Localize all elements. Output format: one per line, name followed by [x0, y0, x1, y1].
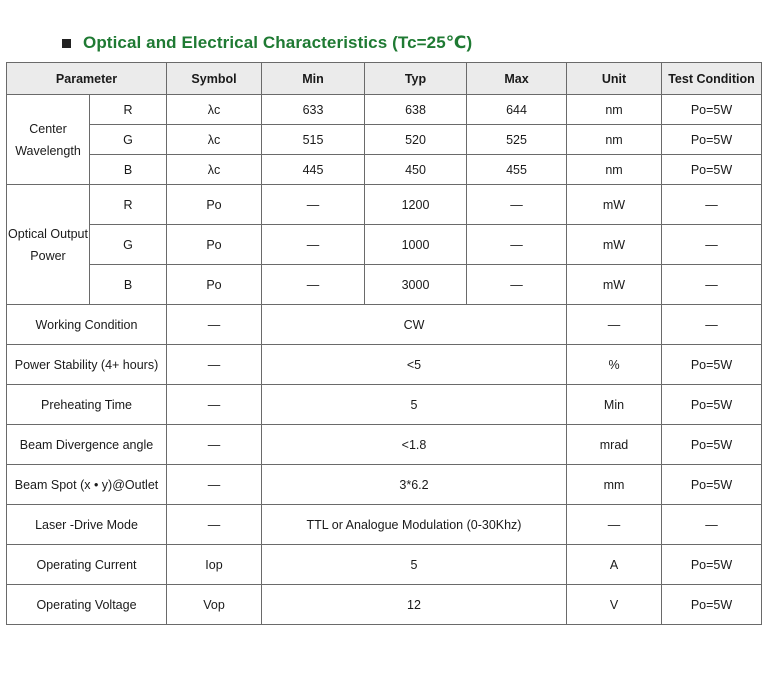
- table-row: [7, 425, 762, 465]
- symbol-cell: —: [167, 425, 262, 465]
- min-cell: —: [262, 225, 365, 265]
- unit-cell: mm: [567, 465, 662, 505]
- typ-cell: 450: [365, 155, 467, 185]
- value-cell: 5: [262, 385, 567, 425]
- symbol-cell: λc: [167, 125, 262, 155]
- test-condition-cell: —: [662, 505, 762, 545]
- table-row: [7, 185, 762, 225]
- value-cell: CW: [262, 305, 567, 345]
- min-cell: —: [262, 185, 365, 225]
- test-condition-cell: —: [662, 185, 762, 225]
- unit-cell: mrad: [567, 425, 662, 465]
- unit-cell: A: [567, 545, 662, 585]
- symbol-cell: —: [167, 345, 262, 385]
- typ-cell: 1200: [365, 185, 467, 225]
- symbol-cell: λc: [167, 95, 262, 125]
- sub-label: G: [90, 125, 167, 155]
- min-cell: 445: [262, 155, 365, 185]
- typ-cell: 520: [365, 125, 467, 155]
- test-condition-cell: Po=5W: [662, 95, 762, 125]
- header-parameter: Parameter: [7, 63, 167, 95]
- header-typ: Typ: [365, 63, 467, 95]
- sub-label: R: [90, 95, 167, 125]
- unit-cell: mW: [567, 265, 662, 305]
- symbol-cell: Po: [167, 265, 262, 305]
- test-condition-cell: Po=5W: [662, 385, 762, 425]
- unit-cell: mW: [567, 185, 662, 225]
- max-cell: 644: [467, 95, 567, 125]
- test-condition-cell: Po=5W: [662, 155, 762, 185]
- symbol-cell: —: [167, 305, 262, 345]
- section-heading: [62, 31, 472, 55]
- symbol-cell: Po: [167, 225, 262, 265]
- header-test-condition: Test Condition: [662, 63, 762, 95]
- table-row: [7, 345, 762, 385]
- typ-cell: 1000: [365, 225, 467, 265]
- optical-output-power-label: Optical Output Power: [7, 185, 90, 305]
- min-cell: 515: [262, 125, 365, 155]
- test-condition-cell: Po=5W: [662, 345, 762, 385]
- parameter-cell: Operating Voltage: [7, 585, 167, 625]
- parameter-cell: Beam Spot (x • y)@Outlet: [7, 465, 167, 505]
- unit-cell: %: [567, 345, 662, 385]
- max-cell: —: [467, 225, 567, 265]
- parameter-cell: Operating Current: [7, 545, 167, 585]
- test-condition-cell: Po=5W: [662, 465, 762, 505]
- unit-cell: nm: [567, 125, 662, 155]
- sub-label: R: [90, 185, 167, 225]
- value-cell: 5: [262, 545, 567, 585]
- typ-cell: 638: [365, 95, 467, 125]
- table-row: [7, 545, 762, 585]
- test-condition-cell: Po=5W: [662, 545, 762, 585]
- symbol-cell: Po: [167, 185, 262, 225]
- test-condition-cell: —: [662, 265, 762, 305]
- table-row: [7, 385, 762, 425]
- parameter-cell: Preheating Time: [7, 385, 167, 425]
- table-header-row: [7, 63, 762, 95]
- table-row: [7, 585, 762, 625]
- unit-cell: Min: [567, 385, 662, 425]
- test-condition-cell: —: [662, 305, 762, 345]
- table-row: [7, 305, 762, 345]
- parameter-cell: Beam Divergence angle: [7, 425, 167, 465]
- table-row: [7, 225, 762, 265]
- header-max: Max: [467, 63, 567, 95]
- square-bullet-icon: [62, 39, 71, 48]
- table-row: [7, 265, 762, 305]
- max-cell: —: [467, 265, 567, 305]
- table-row: [7, 465, 762, 505]
- symbol-cell: λc: [167, 155, 262, 185]
- sub-label: B: [90, 155, 167, 185]
- unit-cell: —: [567, 505, 662, 545]
- min-cell: 633: [262, 95, 365, 125]
- test-condition-cell: Po=5W: [662, 585, 762, 625]
- center-wavelength-label: Center Wavelength: [7, 95, 90, 185]
- unit-cell: mW: [567, 225, 662, 265]
- symbol-cell: —: [167, 465, 262, 505]
- sub-label: G: [90, 225, 167, 265]
- table-row: [7, 95, 762, 125]
- section-title: Optical and Electrical Characteristics (Tc=25℃): [83, 33, 473, 52]
- value-cell: 12: [262, 585, 567, 625]
- parameter-cell: Laser -Drive Mode: [7, 505, 167, 545]
- symbol-cell: —: [167, 385, 262, 425]
- test-condition-cell: —: [662, 225, 762, 265]
- value-cell: 3*6.2: [262, 465, 567, 505]
- value-cell: <1.8: [262, 425, 567, 465]
- max-cell: —: [467, 185, 567, 225]
- unit-cell: V: [567, 585, 662, 625]
- parameter-cell: Power Stability (4+ hours): [7, 345, 167, 385]
- symbol-cell: Iop: [167, 545, 262, 585]
- test-condition-cell: Po=5W: [662, 425, 762, 465]
- unit-cell: nm: [567, 155, 662, 185]
- symbol-cell: Vop: [167, 585, 262, 625]
- header-unit: Unit: [567, 63, 662, 95]
- max-cell: 525: [467, 125, 567, 155]
- value-cell: TTL or Analogue Modulation (0-30Khz): [262, 505, 567, 545]
- characteristics-table: [6, 62, 762, 625]
- unit-cell: —: [567, 305, 662, 345]
- max-cell: 455: [467, 155, 567, 185]
- unit-cell: nm: [567, 95, 662, 125]
- typ-cell: 3000: [365, 265, 467, 305]
- min-cell: —: [262, 265, 365, 305]
- table-row: [7, 125, 762, 155]
- symbol-cell: —: [167, 505, 262, 545]
- sub-label: B: [90, 265, 167, 305]
- test-condition-cell: Po=5W: [662, 125, 762, 155]
- header-min: Min: [262, 63, 365, 95]
- table-row: [7, 155, 762, 185]
- table-row: [7, 505, 762, 545]
- header-symbol: Symbol: [167, 63, 262, 95]
- parameter-cell: Working Condition: [7, 305, 167, 345]
- value-cell: <5: [262, 345, 567, 385]
